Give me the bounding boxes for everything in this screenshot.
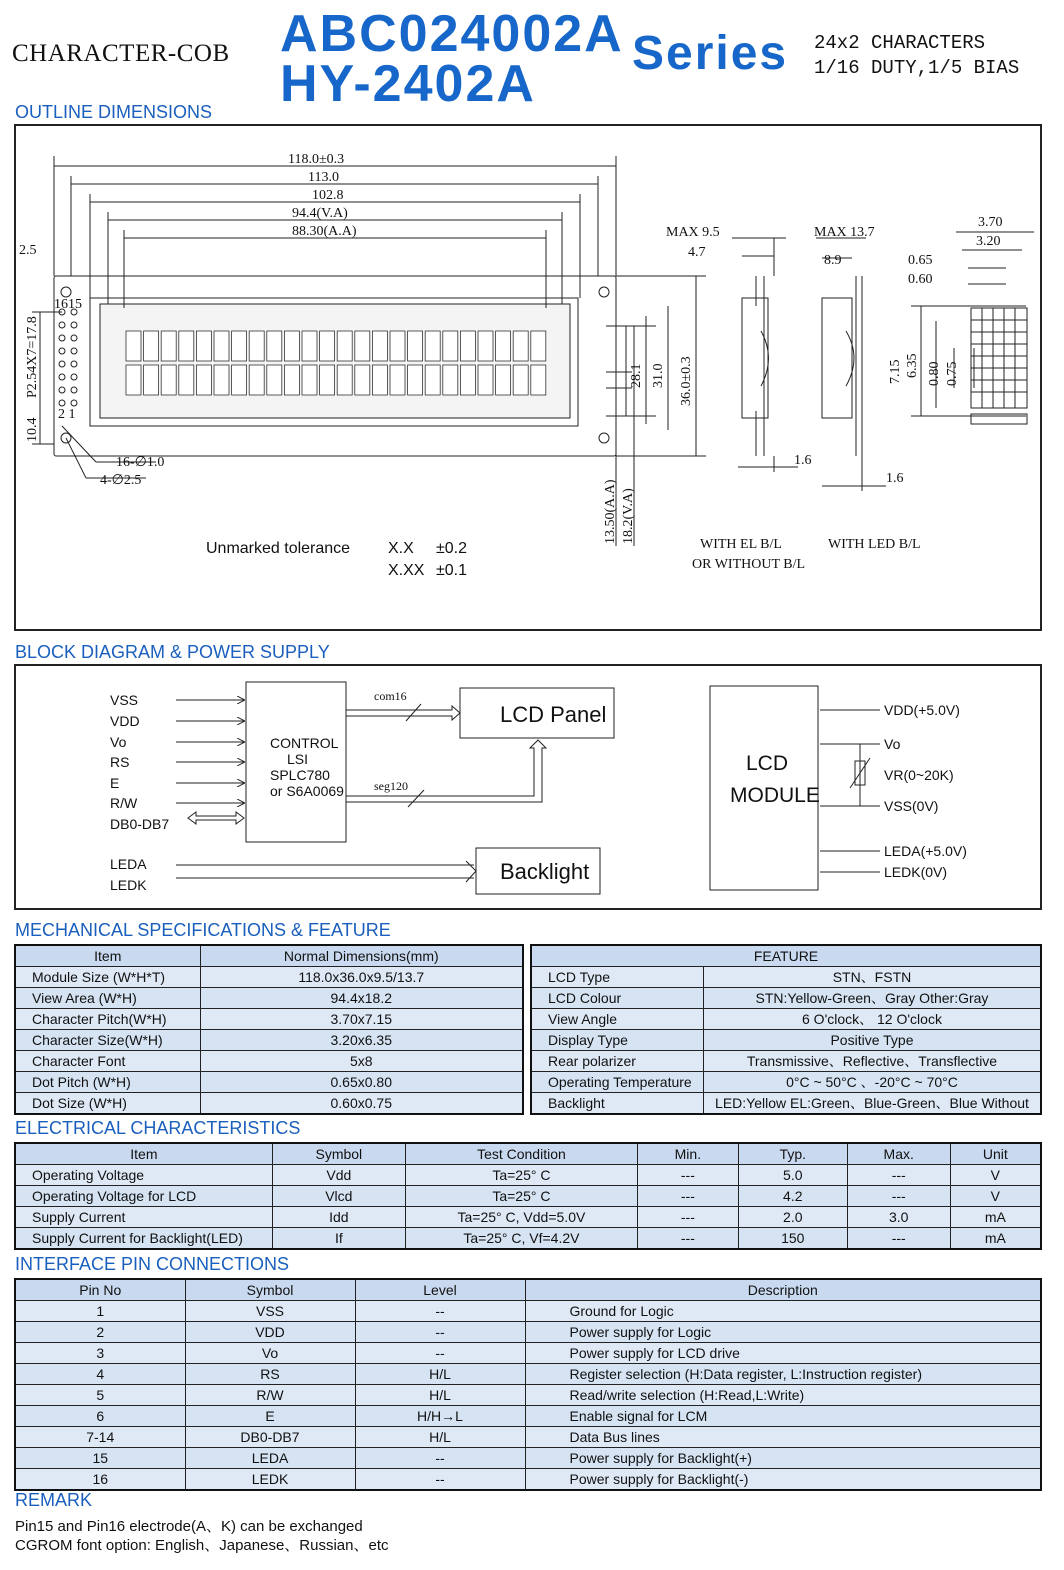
dim-31-0: 31.0 — [651, 363, 666, 388]
electrical-row-cell: Operating Voltage for LCD — [15, 1186, 272, 1207]
signal-label: RS — [110, 754, 130, 770]
feature-row — [531, 967, 1041, 988]
electrical-header: Item — [15, 1143, 272, 1165]
pin-row-cell: H/L — [355, 1385, 525, 1406]
power-ledk: LEDK(0V) — [884, 864, 948, 880]
pin-row-cell: 15 — [15, 1448, 185, 1469]
char-cell — [478, 331, 493, 361]
pin-header: Symbol — [185, 1279, 355, 1301]
electrical-row-cell: 2.0 — [738, 1207, 847, 1228]
char-cell — [513, 365, 528, 395]
section-title-pins: INTERFACE PIN CONNECTIONS — [15, 1254, 290, 1274]
electrical-row — [15, 1186, 1041, 1207]
dim-3-20: 3.20 — [976, 234, 1001, 249]
electrical-row-cell: Operating Voltage — [15, 1165, 272, 1186]
char-cell — [355, 365, 370, 395]
model-number-secondary: HY-2402A — [280, 55, 536, 113]
dim-1-6-led: 1.6 — [886, 471, 904, 486]
pin-row — [15, 1343, 1041, 1364]
char-cell — [478, 365, 493, 395]
feature-row — [531, 1072, 1041, 1093]
section-title-remark: REMARK — [15, 1490, 93, 1510]
electrical-row-cell: --- — [847, 1228, 950, 1250]
feature-row-cell: Operating Temperature — [531, 1072, 703, 1093]
signal-label: R/W — [110, 795, 138, 811]
electrical-header: Test Condition — [405, 1143, 637, 1165]
electrical-row-cell: --- — [847, 1186, 950, 1207]
controller-line-4: or S6A0069 — [270, 783, 344, 799]
electrical-table — [14, 1142, 1042, 1250]
pin-row-cell: VSS — [185, 1301, 355, 1322]
mech-row — [15, 1009, 523, 1030]
electrical-row-cell: 3.0 — [847, 1207, 950, 1228]
feature-row-cell: Positive Type — [703, 1030, 1041, 1051]
outline-drawing — [16, 126, 1040, 629]
pin-row-cell: DB0-DB7 — [185, 1427, 355, 1448]
signal-label: E — [110, 775, 120, 791]
label-with-led: WITH LED B/L — [828, 537, 921, 552]
mech-row — [15, 1072, 523, 1093]
feature-table — [530, 944, 1042, 1115]
pin-row-cell: R/W — [185, 1385, 355, 1406]
power-leda: LEDA(+5.0V) — [884, 843, 967, 859]
spec-duty-bias: 1/16 DUTY,1/5 BIAS — [814, 57, 1020, 79]
label-with-el: WITH EL B/L — [700, 537, 782, 552]
dim-18-2: 18.2(V.A) — [621, 488, 636, 544]
pin-row-cell: E — [185, 1406, 355, 1427]
dim-113: 113.0 — [308, 170, 339, 185]
feature-row-cell: 6 O'clock、 12 O'clock — [703, 1009, 1041, 1030]
electrical-row-cell: 150 — [738, 1228, 847, 1250]
char-cell — [161, 331, 176, 361]
mech-row-cell: Character Font — [15, 1051, 200, 1072]
pin-row-cell: Enable signal for LCM — [525, 1406, 1041, 1427]
mech-spec-table — [14, 944, 524, 1115]
pin-table — [14, 1278, 1042, 1491]
char-cell — [249, 365, 264, 395]
signal-label: VDD — [110, 713, 140, 729]
led-signal-label: LEDK — [110, 877, 147, 893]
mech-row-cell: 3.20x6.35 — [200, 1030, 523, 1051]
electrical-row — [15, 1207, 1041, 1228]
electrical-header: Max. — [847, 1143, 950, 1165]
feature-row-cell: STN:Yellow-Green、Gray Other:Gray — [703, 988, 1041, 1009]
pin-row-cell: 2 — [15, 1322, 185, 1343]
dim-4-7: 4.7 — [688, 245, 706, 260]
dim-102: 102.8 — [312, 188, 344, 203]
pin-row-cell: 3 — [15, 1343, 185, 1364]
signal-label: Vo — [110, 734, 127, 750]
feature-row — [531, 1009, 1041, 1030]
feature-row-cell: View Angle — [531, 1009, 703, 1030]
char-cell — [267, 365, 282, 395]
feature-row-cell: LCD Type — [531, 967, 703, 988]
char-cell — [408, 365, 423, 395]
electrical-row — [15, 1165, 1041, 1186]
pin-row-cell: Data Bus lines — [525, 1427, 1041, 1448]
mech-row — [15, 1093, 523, 1115]
series-label: Series — [632, 27, 789, 80]
char-cell — [372, 365, 387, 395]
mech-row-cell: 3.70x7.15 — [200, 1009, 523, 1030]
section-title-mechanical: MECHANICAL SPECIFICATIONS & FEATURE — [15, 920, 391, 940]
char-cell — [302, 365, 317, 395]
connector-pins — [59, 309, 77, 406]
char-cell — [284, 331, 299, 361]
dim-8-9: 8.9 — [824, 253, 842, 268]
electrical-row-cell: --- — [637, 1207, 738, 1228]
pin-row-cell: Vo — [185, 1343, 355, 1364]
char-cell — [232, 365, 247, 395]
dim-2-5: 2.5 — [19, 243, 37, 258]
pin-row-cell: VDD — [185, 1322, 355, 1343]
char-cell — [196, 331, 211, 361]
section-title-electrical: ELECTRICAL CHARACTERISTICS — [15, 1118, 301, 1138]
electrical-row — [15, 1228, 1041, 1250]
module-label-line-2: MODULE — [730, 784, 820, 807]
pin-row-cell: 5 — [15, 1385, 185, 1406]
mech-row-cell: 0.65x0.80 — [200, 1072, 523, 1093]
pin-row-cell: LEDA — [185, 1448, 355, 1469]
char-cell — [161, 365, 176, 395]
tolerance-label: Unmarked tolerance — [206, 540, 351, 557]
block-diagram — [16, 666, 1040, 908]
dim-28-1: 28.1 — [629, 363, 644, 388]
remark-line-2: CGROM font option: English、Japanese、Russian、etc — [15, 1537, 389, 1554]
pin-row-cell: -- — [355, 1448, 525, 1469]
electrical-row-cell: Vlcd — [272, 1186, 405, 1207]
feature-row-cell: LED:Yellow EL:Green、Blue-Green、Blue Without — [703, 1093, 1041, 1115]
tolerance-xxx-value: ±0.1 — [436, 562, 468, 579]
mech-row-cell: Dot Pitch (W*H) — [15, 1072, 200, 1093]
tolerance-xx: X.X — [388, 540, 414, 557]
pin-row-cell: 16 — [15, 1469, 185, 1491]
tolerance-xx-value: ±0.2 — [436, 540, 468, 557]
mech-header-dimensions: Normal Dimensions(mm) — [200, 945, 523, 967]
pin-row-cell: H/L — [355, 1427, 525, 1448]
block-diagram-box — [14, 664, 1042, 910]
pin-header: Pin No — [15, 1279, 185, 1301]
com16-label: com16 — [374, 689, 407, 703]
electrical-row-cell: V — [950, 1165, 1041, 1186]
dim-88: 88.30(A.A) — [292, 224, 357, 239]
controller-line-2: LSI — [287, 751, 309, 767]
feature-row — [531, 1051, 1041, 1072]
dim-holes-16: 16-∅1.0 — [116, 455, 165, 470]
controller-line-1: CONTROL — [270, 735, 339, 751]
electrical-header: Symbol — [272, 1143, 405, 1165]
mech-row — [15, 967, 523, 988]
pin-row — [15, 1469, 1041, 1491]
mech-row — [15, 1051, 523, 1072]
pin-row-cell: 1 — [15, 1301, 185, 1322]
feature-header: FEATURE — [531, 945, 1041, 967]
dim-0-65: 0.65 — [908, 253, 933, 268]
module-label-line-1: LCD — [746, 752, 789, 775]
electrical-row-cell: Idd — [272, 1207, 405, 1228]
char-cell — [196, 365, 211, 395]
dim-3-70: 3.70 — [978, 215, 1003, 230]
pin-row-cell: -- — [355, 1301, 525, 1322]
char-cell — [302, 331, 317, 361]
signal-label: DB0-DB7 — [110, 816, 170, 832]
pin-header: Description — [525, 1279, 1041, 1301]
pin-row-cell: Register selection (H:Data register, L:Instruction register) — [525, 1364, 1041, 1385]
pin-row-cell: Power supply for LCD drive — [525, 1343, 1041, 1364]
char-cell — [443, 331, 458, 361]
side-view-led — [822, 298, 852, 418]
electrical-row-cell: Vdd — [272, 1165, 405, 1186]
feature-row-cell: STN、FSTN — [703, 967, 1041, 988]
mech-row-cell: Module Size (W*H*T) — [15, 967, 200, 988]
electrical-row-cell: mA — [950, 1207, 1041, 1228]
pin-row-cell: Read/write selection (H:Read,L:Write) — [525, 1385, 1041, 1406]
mech-row — [15, 1030, 523, 1051]
dim-10-4: 10.4 — [25, 417, 40, 442]
feature-row — [531, 988, 1041, 1009]
char-cell — [372, 331, 387, 361]
electrical-row-cell: V — [950, 1186, 1041, 1207]
electrical-row-cell: Supply Current for Backlight(LED) — [15, 1228, 272, 1250]
dim-36-0: 36.0±0.3 — [679, 356, 694, 406]
section-title-block-diagram: BLOCK DIAGRAM & POWER SUPPLY — [15, 642, 330, 662]
char-cell — [390, 331, 405, 361]
pin-row — [15, 1427, 1041, 1448]
char-cell — [496, 331, 511, 361]
tolerance-xxx: X.XX — [388, 562, 425, 579]
remark-line-1: Pin15 and Pin16 electrode(A、K) can be exchanged — [15, 1518, 363, 1535]
pin-label-2-1: 2 1 — [58, 407, 76, 422]
char-cell — [284, 365, 299, 395]
electrical-row-cell: Ta=25° C — [405, 1186, 637, 1207]
dim-118: 118.0±0.3 — [288, 152, 345, 167]
pin-row-cell: Power supply for Logic — [525, 1322, 1041, 1343]
mech-row-cell: View Area (W*H) — [15, 988, 200, 1009]
char-cell — [425, 331, 440, 361]
char-cell — [126, 365, 141, 395]
electrical-row-cell: 5.0 — [738, 1165, 847, 1186]
mech-row-cell: Character Size(W*H) — [15, 1030, 200, 1051]
pin-header: Level — [355, 1279, 525, 1301]
feature-row-cell: Rear polarizer — [531, 1051, 703, 1072]
feature-row-cell: Backlight — [531, 1093, 703, 1115]
electrical-row-cell: Supply Current — [15, 1207, 272, 1228]
seg120-label: seg120 — [374, 779, 408, 793]
pin-row — [15, 1364, 1041, 1385]
electrical-row-cell: mA — [950, 1228, 1041, 1250]
dim-max-9-5: MAX 9.5 — [666, 225, 720, 240]
pin-row-cell: 4 — [15, 1364, 185, 1385]
char-cell — [531, 365, 546, 395]
pin-row-cell: 6 — [15, 1406, 185, 1427]
char-cell — [144, 331, 159, 361]
char-cell — [460, 365, 475, 395]
pin-row — [15, 1322, 1041, 1343]
dim-0-75: 0.75 — [945, 361, 960, 386]
pin-row-cell: -- — [355, 1469, 525, 1491]
char-cell — [214, 365, 229, 395]
char-cell — [337, 331, 352, 361]
char-cell — [320, 331, 335, 361]
pin-row-cell: -- — [355, 1343, 525, 1364]
electrical-header: Unit — [950, 1143, 1041, 1165]
mech-header-item: Item — [15, 945, 200, 967]
feature-row — [531, 1030, 1041, 1051]
pin-row-cell: RS — [185, 1364, 355, 1385]
mech-row-cell: Character Pitch(W*H) — [15, 1009, 200, 1030]
char-cell — [425, 365, 440, 395]
pin-row-cell: -- — [355, 1322, 525, 1343]
pin-label-16-15: 1615 — [54, 297, 82, 312]
dim-6-35: 6.35 — [905, 353, 920, 378]
char-cell — [126, 331, 141, 361]
electrical-row-cell: --- — [847, 1165, 950, 1186]
dim-94: 94.4(V.A) — [292, 206, 348, 221]
dim-1-6-el: 1.6 — [794, 453, 812, 468]
dim-pitch: P2.54X7=17.8 — [25, 316, 40, 398]
mech-row-cell: Dot Size (W*H) — [15, 1093, 200, 1115]
char-cell — [144, 365, 159, 395]
electrical-row-cell: --- — [637, 1228, 738, 1250]
signal-label: VSS — [110, 692, 139, 708]
electrical-row-cell: 4.2 — [738, 1186, 847, 1207]
char-cell — [443, 365, 458, 395]
power-vdd: VDD(+5.0V) — [884, 702, 960, 718]
feature-row-cell: Display Type — [531, 1030, 703, 1051]
electrical-row-cell: --- — [637, 1165, 738, 1186]
power-vr: VR(0~20K) — [884, 767, 954, 783]
feature-row-cell: Transmissive、Reflective、Transflective — [703, 1051, 1041, 1072]
dim-7-15: 7.15 — [888, 359, 903, 384]
electrical-row-cell: --- — [637, 1186, 738, 1207]
feature-row-cell: 0°C ~ 50°C 、-20°C ~ 70°C — [703, 1072, 1041, 1093]
pin-row — [15, 1301, 1041, 1322]
feature-row — [531, 1093, 1041, 1115]
label-or-without: OR WITHOUT B/L — [692, 557, 806, 572]
dim-13-50: 13.50(A.A) — [603, 479, 618, 544]
char-cell — [531, 331, 546, 361]
led-signal-label: LEDA — [110, 856, 147, 872]
backlight-label: Backlight — [500, 859, 590, 884]
char-cell — [408, 331, 423, 361]
char-cell — [390, 365, 405, 395]
dim-0-80: 0.80 — [927, 361, 942, 386]
mech-row-cell: 94.4x18.2 — [200, 988, 523, 1009]
char-cell — [320, 365, 335, 395]
model-number-primary: ABC024002A — [280, 5, 624, 63]
pin-row-cell: Power supply for Backlight(+) — [525, 1448, 1041, 1469]
char-cell — [249, 331, 264, 361]
dim-max-13-7: MAX 13.7 — [814, 225, 875, 240]
pin-row-cell: Ground for Logic — [525, 1301, 1041, 1322]
lcd-panel-label: LCD Panel — [500, 702, 607, 727]
electrical-row-cell: Ta=25° C — [405, 1165, 637, 1186]
char-cell — [496, 365, 511, 395]
power-vo: Vo — [884, 736, 901, 752]
pin-row-cell: 7-14 — [15, 1427, 185, 1448]
category-label: CHARACTER-COB — [12, 40, 230, 67]
pin-row — [15, 1406, 1041, 1427]
mech-row-cell: 0.60x0.75 — [200, 1093, 523, 1115]
outline-drawing-box — [14, 124, 1042, 631]
controller-line-3: SPLC780 — [270, 767, 330, 783]
dim-holes-4: 4-∅2.5 — [100, 473, 142, 488]
char-cell — [355, 331, 370, 361]
pin-row — [15, 1385, 1041, 1406]
char-cell — [337, 365, 352, 395]
pin-row-cell: Power supply for Backlight(-) — [525, 1469, 1041, 1491]
mech-row — [15, 988, 523, 1009]
pin-row — [15, 1448, 1041, 1469]
electrical-row-cell: Ta=25° C, Vf=4.2V — [405, 1228, 637, 1250]
pin-row-cell: H/H→L — [355, 1406, 525, 1427]
electrical-row-cell: Ta=25° C, Vdd=5.0V — [405, 1207, 637, 1228]
char-cell — [460, 331, 475, 361]
pin-row-cell: LEDK — [185, 1469, 355, 1491]
pin-row-cell: H/L — [355, 1364, 525, 1385]
char-cell — [214, 331, 229, 361]
electrical-header: Min. — [637, 1143, 738, 1165]
char-cell — [513, 331, 528, 361]
char-cell — [267, 331, 282, 361]
section-title-outline: OUTLINE DIMENSIONS — [15, 102, 213, 122]
dim-0-60: 0.60 — [908, 272, 933, 287]
electrical-row-cell: If — [272, 1228, 405, 1250]
mech-row-cell: 5x8 — [200, 1051, 523, 1072]
power-vss: VSS(0V) — [884, 798, 939, 814]
char-cell — [179, 365, 194, 395]
feature-row-cell: LCD Colour — [531, 988, 703, 1009]
char-cell — [179, 331, 194, 361]
electrical-header: Typ. — [738, 1143, 847, 1165]
mech-row-cell: 118.0x36.0x9.5/13.7 — [200, 967, 523, 988]
char-cell — [232, 331, 247, 361]
spec-characters: 24x2 CHARACTERS — [814, 32, 986, 54]
